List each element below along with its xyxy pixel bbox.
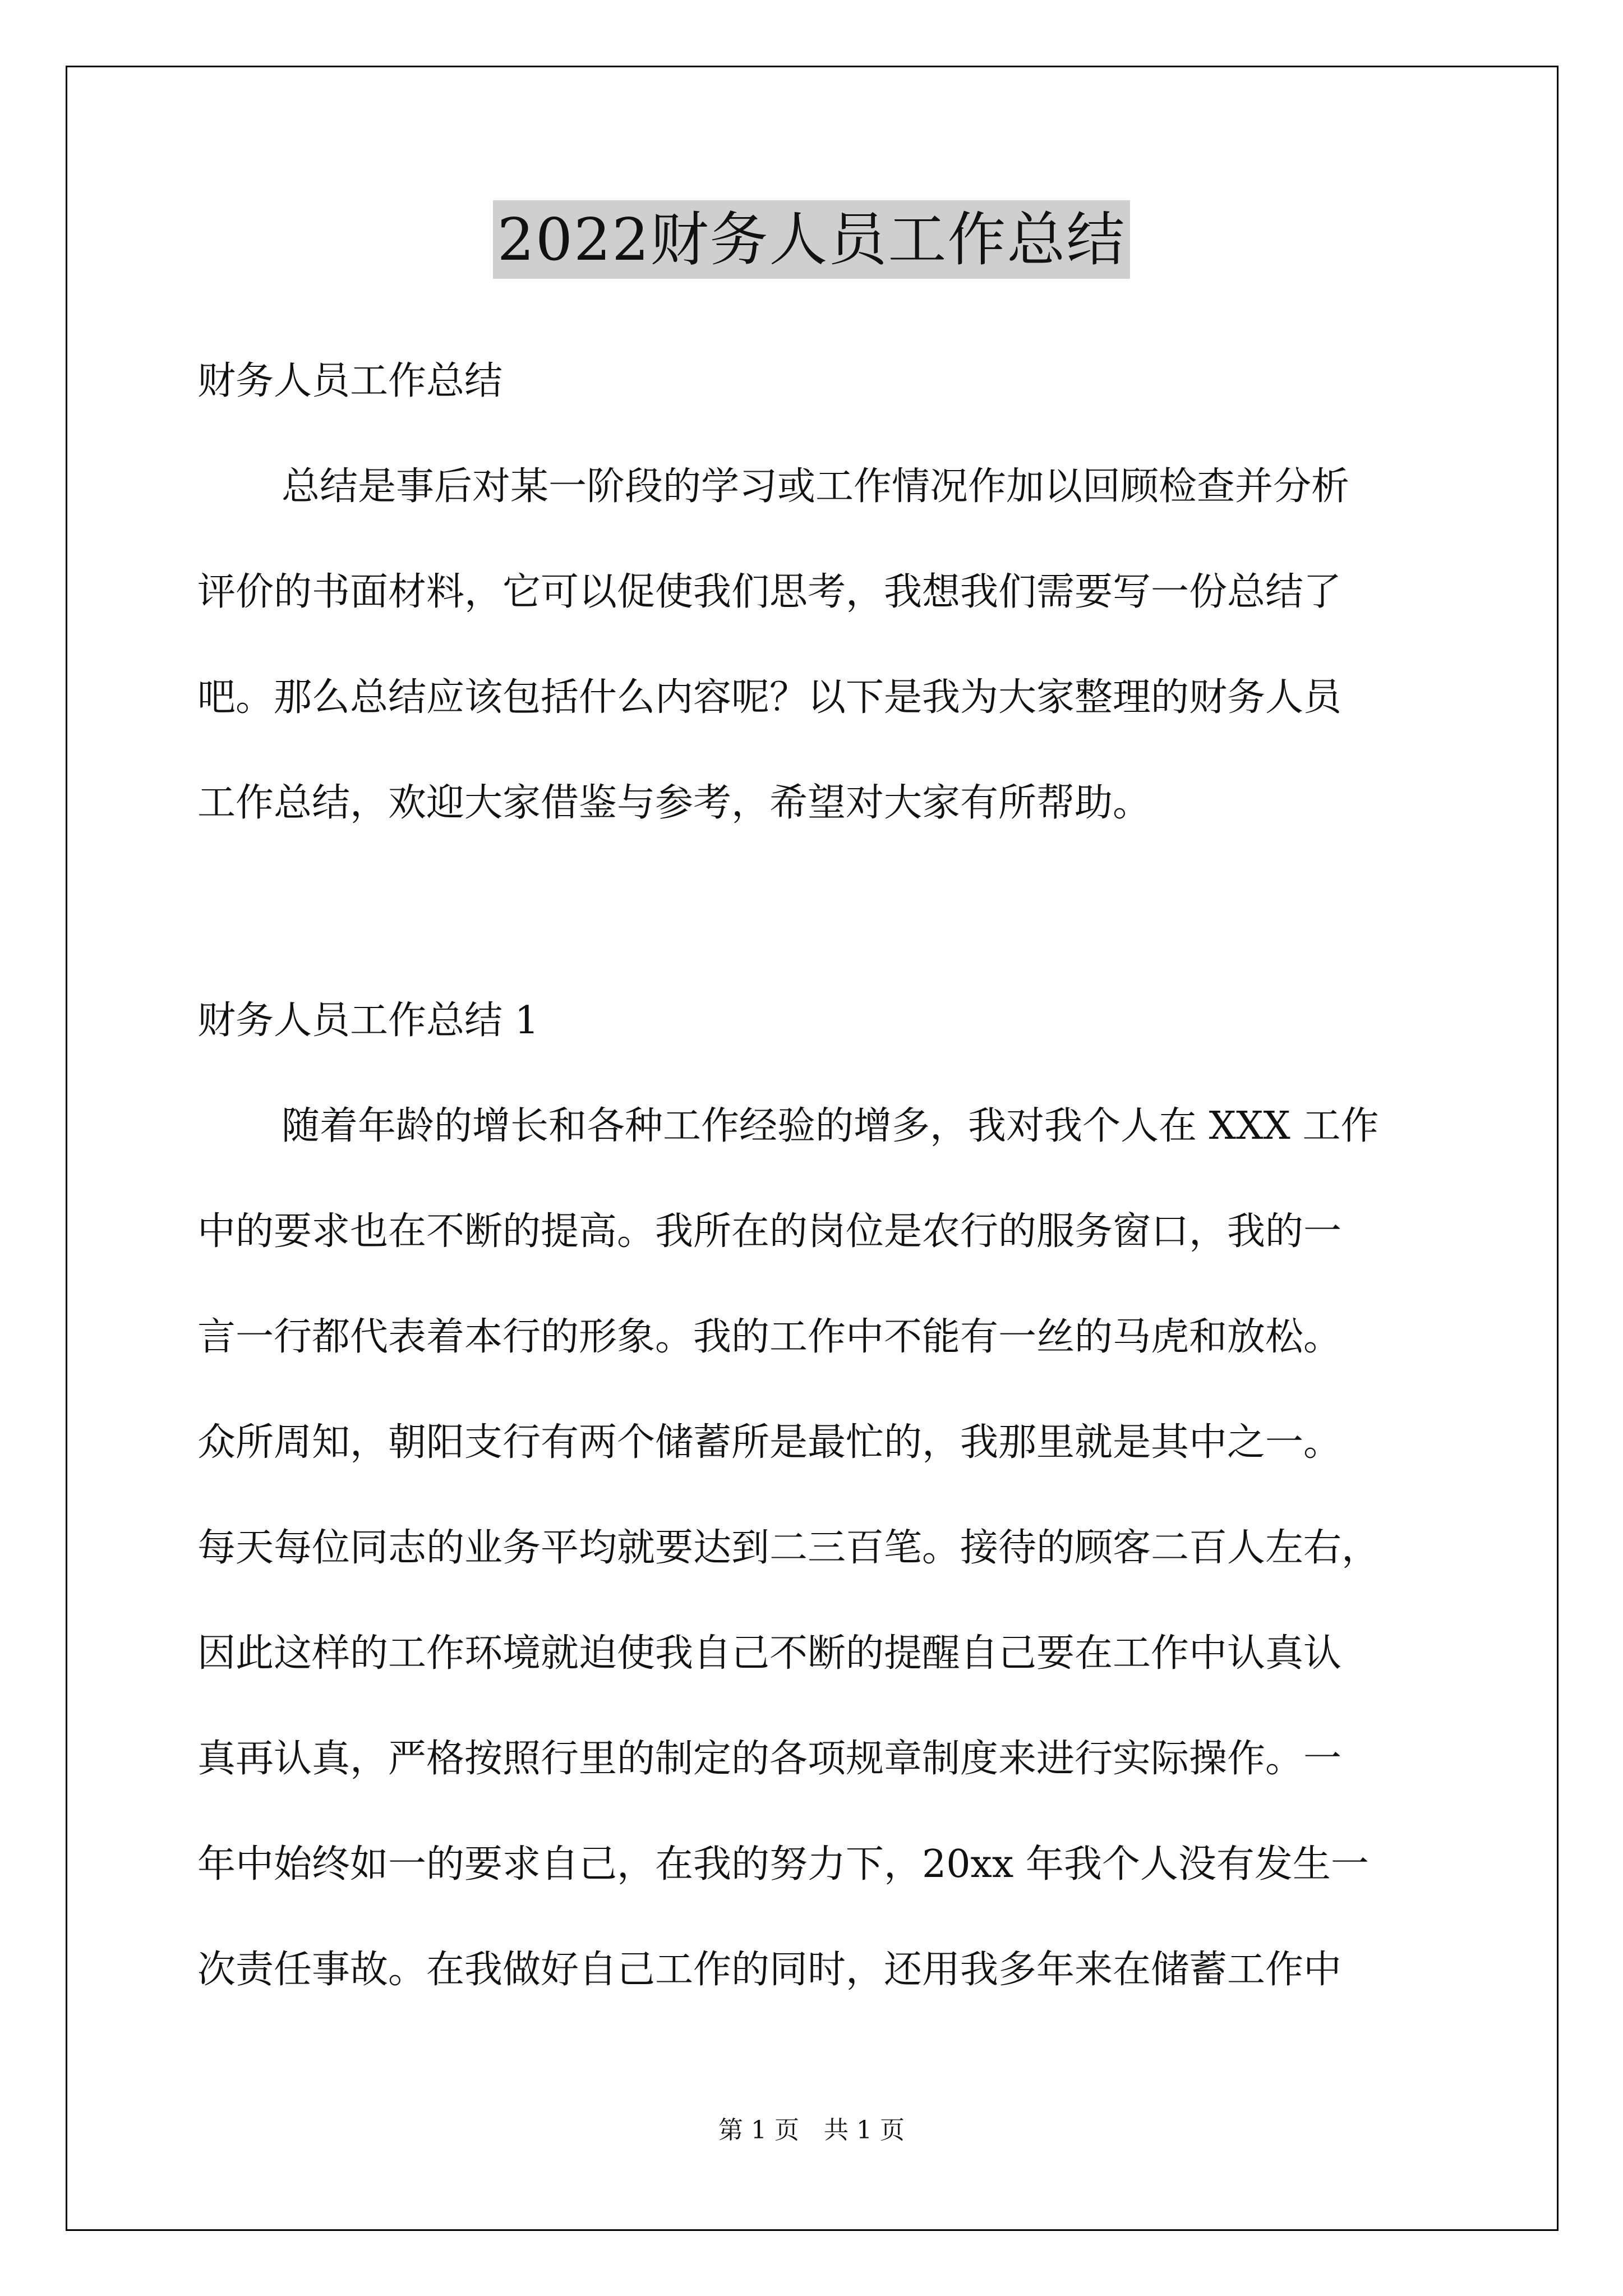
body-line-8: 年中始终如一的要求自己，在我的努力下，20xx 年我个人没有发生一 bbox=[197, 1842, 1369, 1887]
body-line-4: 众所周知，朝阳支行有两个储蓄所是最忙的，我那里就是其中之一。 bbox=[197, 1420, 1342, 1465]
page-footer: 第 1 页 共 1 页 bbox=[718, 2116, 905, 2145]
intro-line-3: 吧。那么总结应该包括什么内容呢？以下是我为大家整理的财务人员 bbox=[197, 675, 1342, 720]
body-line-5: 每天每位同志的业务平均就要达到二三百笔。接待的顾客二百人左右， bbox=[197, 1526, 1380, 1570]
title-container bbox=[0, 200, 1623, 279]
body-line-1: 随着年龄的增长和各种工作经验的增多，我对我个人在 XXX 工作 bbox=[282, 1104, 1379, 1148]
body-line-2: 中的要求也在不断的提高。我所在的岗位是农行的服务窗口，我的一 bbox=[197, 1209, 1342, 1254]
body-line-9: 次责任事故。在我做好自己工作的同时，还用我多年来在储蓄工作中 bbox=[197, 1948, 1342, 1992]
body-line-6: 因此这样的工作环境就迫使我自己不断的提醒自己要在工作中认真认 bbox=[197, 1631, 1342, 1676]
intro-line-4: 工作总结，欢迎大家借鉴与参考，希望对大家有所帮助。 bbox=[197, 781, 1151, 825]
intro-line-2: 评价的书面材料，它可以促使我们思考，我想我们需要写一份总结了 bbox=[197, 570, 1342, 614]
section-heading: 财务人员工作总结 1 bbox=[197, 999, 539, 1043]
intro-line-1: 总结是事后对某一阶段的学习或工作情况作加以回顾检查并分析 bbox=[282, 464, 1350, 509]
body-line-3: 言一行都代表着本行的形象。我的工作中不能有一丝的马虎和放松。 bbox=[197, 1315, 1342, 1359]
body-line-7: 真再认真，严格按照行里的制定的各项规章制度来进行实际操作。一 bbox=[197, 1737, 1342, 1781]
document-heading: 财务人员工作总结 bbox=[197, 359, 503, 403]
document-title: 2022财务人员工作总结 bbox=[493, 200, 1131, 279]
